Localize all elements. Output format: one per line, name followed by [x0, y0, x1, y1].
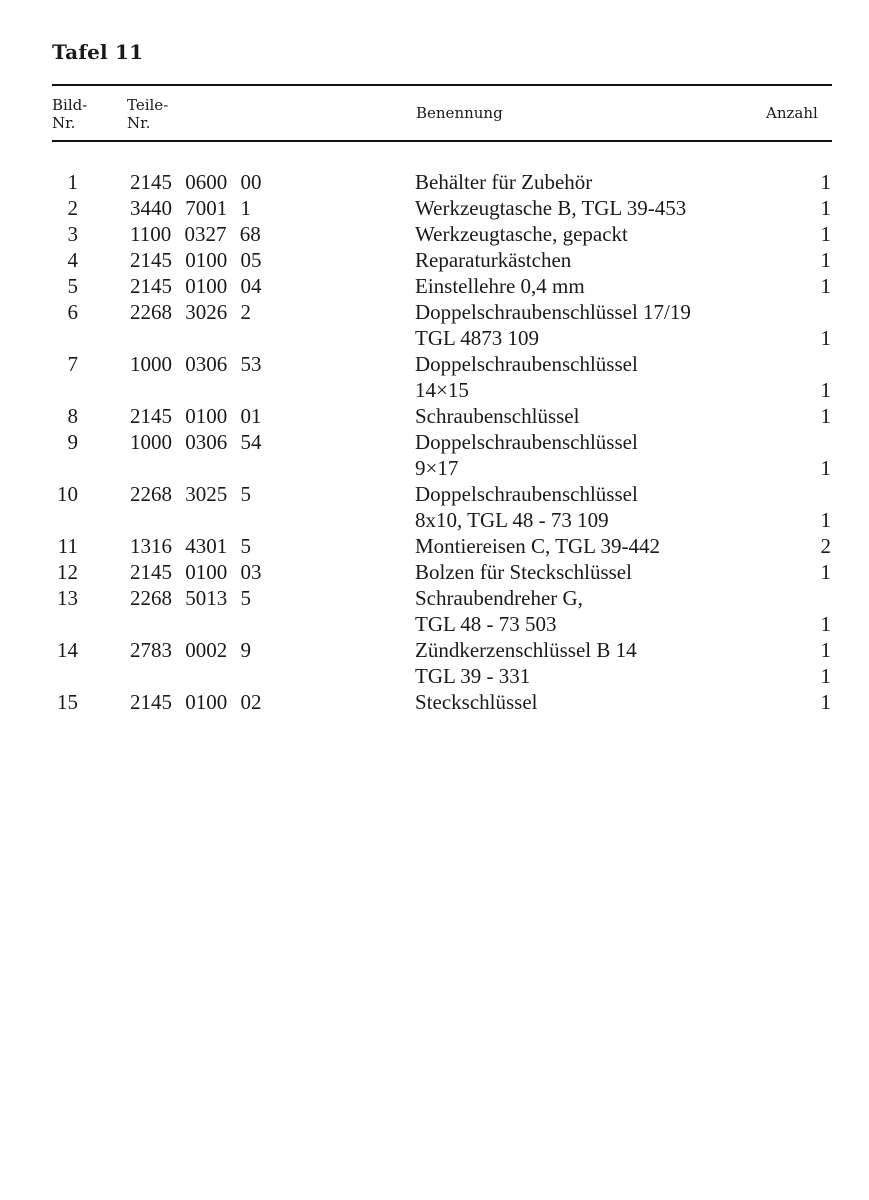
page-title: Tafel 11 — [52, 40, 144, 64]
table-row — [0, 559, 869, 585]
row-teile-nr: 1100 0327 68 — [130, 222, 261, 246]
row-teile-nr: 2145 0600 00 — [130, 170, 262, 194]
row-bild-nr: 1 — [67, 170, 78, 194]
row-bild-nr: 6 — [67, 300, 78, 324]
table-row — [0, 299, 869, 325]
row-anzahl: 1 — [820, 248, 831, 272]
row-benennung: 8x10, TGL 48 - 73 109 — [415, 508, 609, 532]
parts-list — [0, 169, 869, 715]
row-bild-nr: 5 — [67, 274, 78, 298]
row-teile-nr: 2268 5013 5 — [130, 586, 251, 610]
row-anzahl: 1 — [820, 378, 831, 402]
row-benennung: Behälter für Zubehör — [415, 170, 593, 194]
row-benennung: Doppelschraubenschlüssel 17/19 — [415, 300, 691, 324]
table-row — [0, 455, 869, 481]
table-row — [0, 351, 869, 377]
row-benennung: Bolzen für Steckschlüssel — [415, 560, 632, 584]
row-bild-nr: 12 — [57, 560, 78, 584]
row-bild-nr: 4 — [67, 248, 78, 272]
row-bild-nr: 3 — [67, 222, 78, 246]
row-bild-nr: 15 — [57, 690, 78, 714]
row-benennung: Einstellehre 0,4 mm — [415, 274, 585, 298]
row-benennung: Schraubendreher G, — [415, 586, 583, 610]
row-bild-nr: 11 — [57, 534, 78, 558]
header-bild-nr — [52, 96, 87, 132]
row-anzahl: 2 — [820, 534, 831, 558]
row-benennung: Werkzeugtasche, gepackt — [415, 222, 628, 246]
row-benennung: Doppelschraubenschlüssel — [415, 430, 638, 454]
row-anzahl: 1 — [820, 612, 831, 636]
row-teile-nr: 2268 3026 2 — [130, 300, 251, 324]
header-teile-line1: Teile- — [127, 96, 169, 114]
row-teile-nr: 2145 0100 05 — [130, 248, 262, 272]
table-row — [0, 689, 869, 715]
table-row — [0, 429, 869, 455]
row-anzahl: 1 — [820, 690, 831, 714]
row-anzahl: 1 — [820, 170, 831, 194]
row-bild-nr: 7 — [67, 352, 78, 376]
row-teile-nr: 1000 0306 53 — [130, 352, 262, 376]
row-teile-nr: 2783 0002 9 — [130, 638, 251, 662]
row-teile-nr: 2145 0100 04 — [130, 274, 262, 298]
row-benennung: Doppelschraubenschlüssel — [415, 352, 638, 376]
row-teile-nr: 2268 3025 5 — [130, 482, 251, 506]
row-anzahl: 1 — [820, 664, 831, 688]
row-teile-nr: 2145 0100 02 — [130, 690, 262, 714]
row-benennung: Steckschlüssel — [415, 690, 538, 714]
row-teile-nr: 3440 7001 1 — [130, 196, 251, 220]
row-anzahl: 1 — [820, 638, 831, 662]
row-benennung: Schraubenschlüssel — [415, 404, 580, 428]
row-anzahl: 1 — [820, 196, 831, 220]
header-anzahl: Anzahl — [766, 104, 818, 122]
row-bild-nr: 2 — [67, 196, 78, 220]
table-row — [0, 611, 869, 637]
table-row — [0, 403, 869, 429]
header-bottom-rule — [52, 140, 832, 142]
header-teile-line2: Nr. — [127, 114, 151, 132]
row-anzahl: 1 — [820, 560, 831, 584]
row-benennung: Werkzeugtasche B, TGL 39-453 — [415, 196, 687, 220]
table-row — [0, 585, 869, 611]
header-bild-line1: Bild- — [52, 96, 88, 114]
header-top-rule — [52, 84, 832, 86]
table-row — [0, 325, 869, 351]
row-anzahl: 1 — [820, 274, 831, 298]
row-bild-nr: 8 — [67, 404, 78, 428]
table-row — [0, 507, 869, 533]
row-benennung: Doppelschraubenschlüssel — [415, 482, 638, 506]
row-benennung: Reparaturkästchen — [415, 248, 572, 272]
table-row — [0, 533, 869, 559]
table-row — [0, 663, 869, 689]
table-row — [0, 169, 869, 195]
row-bild-nr: 9 — [67, 430, 78, 454]
header-benennung: Benennung — [416, 104, 503, 122]
row-benennung: TGL 48 - 73 503 — [415, 612, 557, 636]
row-benennung: 9×17 — [415, 456, 459, 480]
row-anzahl: 1 — [820, 508, 831, 532]
row-anzahl: 1 — [820, 222, 831, 246]
row-anzahl: 1 — [820, 404, 831, 428]
table-row — [0, 273, 869, 299]
row-benennung: 14×15 — [415, 378, 469, 402]
row-anzahl: 1 — [820, 326, 831, 350]
row-teile-nr: 2145 0100 03 — [130, 560, 262, 584]
row-benennung: Zündkerzenschlüssel B 14 — [415, 638, 637, 662]
table-row — [0, 377, 869, 403]
table-row — [0, 221, 869, 247]
table-row — [0, 637, 869, 663]
row-teile-nr: 2145 0100 01 — [130, 404, 262, 428]
row-benennung: TGL 4873 109 — [415, 326, 540, 350]
table-row — [0, 481, 869, 507]
table-row — [0, 247, 869, 273]
row-benennung: Montiereisen C, TGL 39-442 — [415, 534, 660, 558]
table-row — [0, 195, 869, 221]
row-bild-nr: 14 — [57, 638, 78, 662]
header-teile-nr — [127, 96, 168, 132]
row-benennung: TGL 39 - 331 — [415, 664, 531, 688]
header-bild-line2: Nr. — [52, 114, 76, 132]
row-bild-nr: 10 — [57, 482, 78, 506]
row-teile-nr: 1000 0306 54 — [130, 430, 262, 454]
row-anzahl: 1 — [820, 456, 831, 480]
row-bild-nr: 13 — [57, 586, 78, 610]
row-teile-nr: 1316 4301 5 — [130, 534, 251, 558]
